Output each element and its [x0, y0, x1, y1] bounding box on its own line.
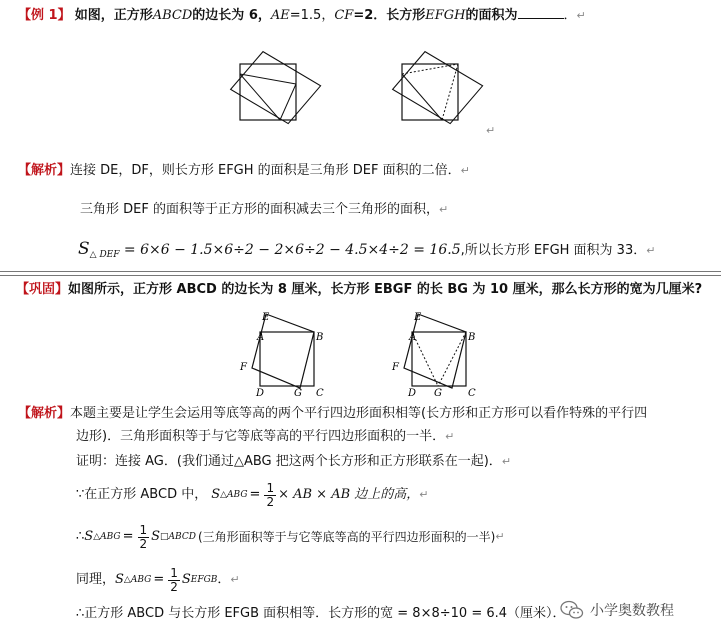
example1-tag: 【例 1】: [18, 8, 71, 23]
fraction-one-half: $\frac{1}{2}$: [139, 522, 148, 551]
question-text: 如图，正方形: [74, 8, 153, 23]
figure-1-square-rectangle: [228, 48, 336, 132]
question-text: =2．长方形: [353, 8, 426, 23]
step-text: 同理，: [76, 572, 116, 587]
step-text: ∴: [76, 529, 85, 544]
fraction-one-half: $\frac{1}{2}$: [266, 480, 275, 509]
exercise-question: [16, 281, 702, 299]
area-subscript: △ DEF: [89, 250, 120, 260]
area-subscript: △ABG: [123, 575, 152, 585]
var-efgh: EFGH: [425, 8, 466, 23]
area-subscript: △ABG: [93, 532, 121, 542]
wechat-logo-icon: [560, 600, 584, 620]
exercise-analysis-line1: [18, 405, 647, 423]
paragraph-mark: ↵: [230, 573, 240, 586]
paragraph-mark: ↵: [460, 164, 470, 177]
paragraph-mark: ↵: [495, 530, 505, 543]
fraction-one-half: $\frac{1}{2}$: [170, 565, 178, 594]
label-c: C: [316, 388, 324, 399]
label-f: F: [240, 362, 247, 373]
area-subscript: EFGB: [190, 575, 218, 585]
figure-2-square-with-triangle: [390, 48, 490, 132]
area-symbol: S: [84, 529, 94, 544]
question-text: 如图所示，正方形 ABCD 的边长为 8 厘米，长方形 EBGF 的长 BG 为 10 厘米，那么长方形的宽为几厘米?: [68, 282, 703, 297]
proof-step-2: ∴ S △ABG = $\frac{1}{2}$ S □ABCD (三角形面积等于与它等底等高的平行四边形面积的一半) ↵: [76, 522, 505, 551]
analysis-text: 边形)．三角形面积等于与它等底等高的平行四边形面积的一半．: [76, 429, 446, 444]
paragraph-mark: ↵: [419, 488, 429, 501]
example1-formula: [78, 238, 655, 266]
area-symbol: S: [115, 572, 124, 587]
step-text: × AB × AB 边上的高，: [278, 487, 420, 502]
proof-step-3: 同理， S △ABG = $\frac{1}{2}$ S EFGB ． ↵: [76, 565, 240, 594]
question-text: 的边长为 6，: [192, 8, 271, 23]
analysis-text: 连接 DE，DF，则长方形 EFGH 的面积是三角形 DEF 面积的二倍．: [70, 163, 461, 178]
label-a: A: [257, 332, 265, 343]
formula-tail: ,所以长方形 EFGH 面积为 33．: [460, 243, 647, 258]
area-symbol: S: [211, 487, 221, 502]
question-text: ．: [563, 8, 577, 23]
label-a: A: [409, 332, 417, 343]
area-subscript: △ABG: [220, 490, 248, 500]
proof-text: 证明：连接 AG．(我们通过△ABG 把这两个长方形和正方形联系在一起)．: [76, 454, 502, 469]
answer-blank: [518, 6, 564, 19]
example1-analysis-line1: [18, 162, 470, 180]
label-b: B: [316, 332, 324, 343]
question-text: 的面积为: [465, 8, 518, 23]
figure-3-square-rectangle: [236, 306, 332, 400]
example1-analysis-line2: [80, 201, 448, 219]
label-g: G: [294, 388, 302, 399]
analysis-tag: 【解析】: [18, 406, 71, 421]
exercise-analysis-line2: [76, 428, 454, 446]
watermark: [560, 600, 674, 620]
analysis-text: 本题主要是让学生会运用等底等高的两个平行四边形面积相等(长方形和正方形可以看作特殊的平行四: [70, 406, 648, 421]
figure-4-square-with-triangle: [388, 306, 488, 400]
area-subscript: □ABCD: [160, 532, 196, 542]
paragraph-mark: ↵: [646, 244, 656, 257]
conclusion-text: ∴正方形 ABCD 与长方形 EFGB 面积相等．长方形的宽 = 8×8÷10 = 6.4（厘米）．: [76, 606, 566, 621]
proof-step-1: ∵在正方形 ABCD 中， S △ABG = $\frac{1}{2}$ × AB × AB 边上的高， ↵: [76, 480, 429, 509]
var-cf: CF: [334, 8, 354, 23]
label-e: E: [414, 312, 422, 323]
analysis-tag: 【解析】: [18, 163, 71, 178]
paragraph-mark: ↵: [576, 9, 586, 22]
analysis-text: 三角形 DEF 的面积等于正方形的面积减去三个三角形的面积，: [80, 202, 439, 217]
section-divider: [0, 275, 721, 276]
example1-question: [18, 6, 586, 25]
watermark-text: 小学奥数教程: [590, 603, 674, 619]
section-divider: [0, 271, 721, 272]
area-symbol: S: [151, 529, 161, 544]
paragraph-mark: ↵: [438, 203, 449, 216]
step-text: ∵在正方形 ABCD 中，: [76, 487, 208, 502]
var-abcd: ABCD: [152, 8, 193, 23]
label-g: G: [434, 388, 442, 399]
label-b: B: [468, 332, 476, 343]
area-symbol: S: [181, 572, 191, 587]
paragraph-mark: ↵: [501, 455, 512, 468]
formula-body: = 6×6 − 1.5×6÷2 − 2×6÷2 − 4.5×4÷2 = 16.5: [119, 242, 461, 258]
exercise-tag: 【巩固】: [16, 282, 69, 297]
proof-conclusion: [76, 605, 566, 623]
step-text: ．: [217, 572, 231, 587]
label-d: D: [256, 388, 265, 399]
label-e: E: [262, 312, 270, 323]
paragraph-mark: ↵: [445, 430, 455, 443]
var-ae: AE: [270, 8, 290, 23]
step-text: (三角形面积等于与它等底等高的平行四边形面积的一半): [197, 530, 496, 544]
label-c: C: [468, 388, 476, 399]
label-d: D: [408, 388, 417, 399]
question-text: =1.5，: [289, 8, 335, 23]
proof-line: [76, 453, 511, 471]
area-symbol: S: [78, 239, 90, 259]
label-f: F: [392, 362, 399, 373]
